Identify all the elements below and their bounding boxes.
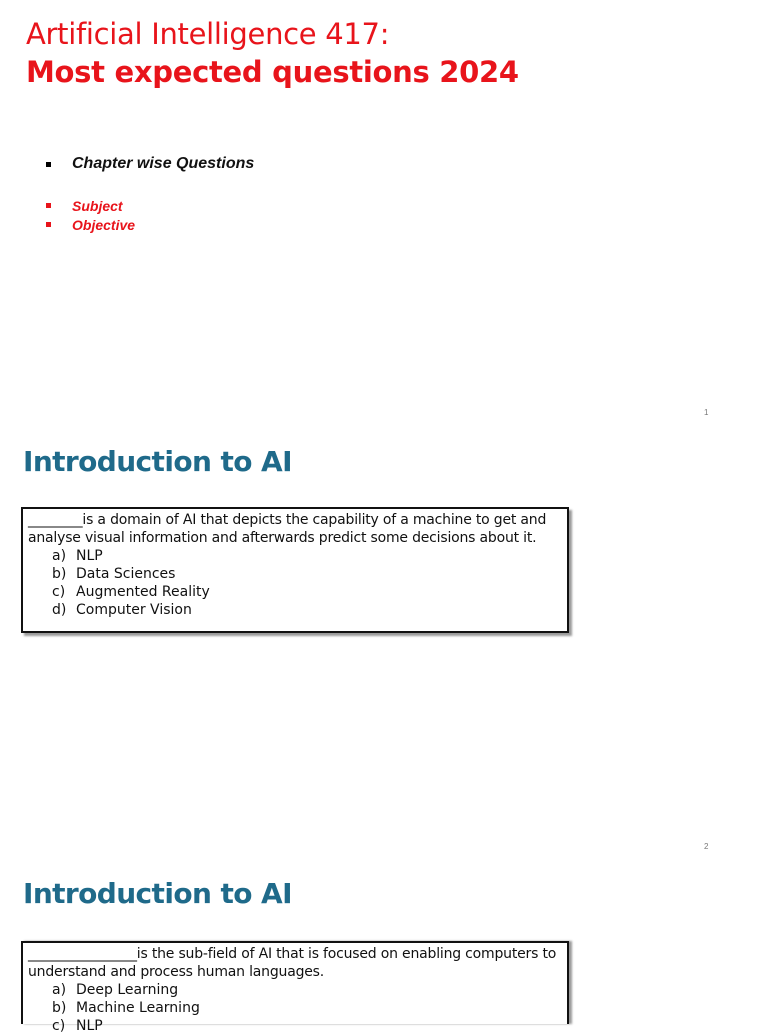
bullet-list — [46, 152, 254, 234]
bullet-label: Subject — [72, 197, 123, 214]
options-list — [28, 547, 563, 619]
bullet-label: Objective — [72, 216, 136, 233]
square-bullet-icon — [46, 203, 51, 208]
title-line-2: Most expected questions 2024 — [26, 55, 519, 89]
bullet-subject — [46, 196, 254, 215]
bullet-chapter-wise — [46, 152, 254, 176]
question-box — [21, 941, 569, 1034]
option-b: b) Data Sciences — [52, 566, 176, 582]
option-b: b) Machine Learning — [52, 1000, 200, 1016]
question-box — [21, 507, 569, 633]
question-text: ________is a domain of AI that depicts the capability of a machine to get and analyse visual information and afterwards predict some decisions about it. — [28, 512, 547, 546]
bullet-label: Chapter wise Questions — [72, 155, 255, 172]
bullet-objective — [46, 215, 254, 234]
square-bullet-icon — [46, 162, 51, 167]
option-c: c) NLP — [52, 1018, 103, 1034]
option-d: d) Computer Vision — [52, 602, 192, 618]
page-number: 1 — [704, 408, 709, 417]
option-a: a) Deep Learning — [52, 982, 179, 998]
square-bullet-icon — [46, 222, 51, 227]
page-number: 2 — [704, 842, 709, 851]
question-text: ________________is the sub-field of AI that is focused on enabling computers to understand and process human languages. — [28, 946, 557, 980]
section-heading: Introduction to AI — [23, 445, 292, 478]
option-c: c) Augmented Reality — [52, 584, 210, 600]
option-a: a) NLP — [52, 548, 103, 564]
options-list — [28, 981, 563, 1035]
slide-1 — [0, 0, 768, 420]
section-heading: Introduction to AI — [23, 877, 292, 910]
title-line-1: Artificial Intelligence 417: — [26, 17, 390, 51]
